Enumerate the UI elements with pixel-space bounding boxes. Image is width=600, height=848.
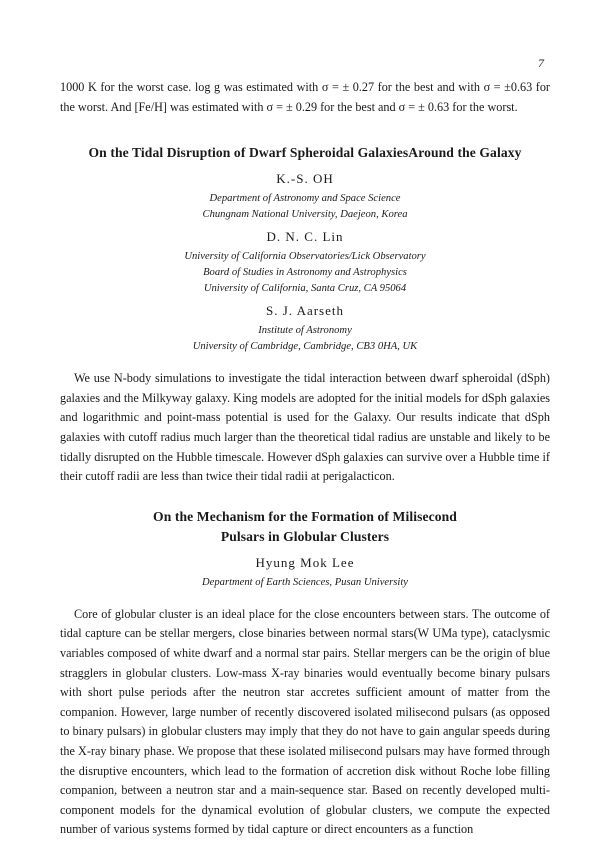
author-affiliation: University of California Observatories/Lick Observatory [184, 251, 426, 263]
paper-title-line: On the Mechanism for the Formation of Milisecond [153, 508, 457, 524]
author-affiliation: University of Cambridge, Cambridge, CB3 0HA, UK [192, 341, 418, 353]
intro-paragraph: 1000 K for the worst case. log g was estimated with σ = ± 0.27 for the best and with σ = ±0.63 for the worst. And [Fe/H] was estimated with σ = ± 0.29 for the best and σ = ± 0.63 for the worst. [60, 80, 550, 114]
abstract-paragraph: We use N-body simulations to investigate the tidal interaction between dwarf spheroidal (dSph) galaxies and the Milkyway galaxy. King models are adopted for the initial models for dSph galaxies and logarithmic and point-mass potential is used for the Galaxy. Our results indicate that dSph galaxies with cutoff radius much larger than the theoretical tidal radius are unstable and likely to be tidally disrupted on the Hubble timescale. However dSph galaxies can survive over a Hubble time if their cutoff radii are less than twice their tidal radii at perigalacticon. [60, 371, 550, 484]
author-name: D. N. C. Lin [266, 229, 344, 245]
author-name: S. J. Aarseth [266, 303, 344, 319]
paper-milisecond-pulsars [60, 507, 550, 840]
page-number: 7 [538, 56, 544, 70]
author-name: Hyung Mok Lee [255, 554, 355, 570]
author-affiliation: Department of Astronomy and Space Science [209, 193, 401, 205]
paper-title-line: Pulsars in Globular Clusters [220, 528, 390, 544]
author-affiliation: Board of Studies in Astronomy and Astrophysics [203, 267, 407, 279]
author-affiliation: Chungnam National University, Daejeon, Korea [202, 209, 408, 221]
author-affiliation: Department of Earth Sciences, Pusan University [202, 576, 408, 588]
author-affiliation: Institute of Astronomy [258, 325, 352, 337]
page-content [60, 78, 550, 840]
author-affiliation: University of California, Santa Cruz, CA 95064 [203, 283, 407, 295]
paper-title [60, 507, 550, 547]
abstract-paragraph: Core of globular cluster is an ideal place for the close encounters between stars. The outcome of tidal capture can be stellar mergers, close binaries between normal stars(W UMa type), cataclysmic variables composed of white dwarf and a normal star pairs. Stellar mergers can be the origin of blue stragglers in globular clusters. Low-mass X-ray binaries would eventually become binary pulsars with short pulse periods after the neutron star accretes sufficient amount of matter from the companion. However, large number of recently discovered isolated milisecond pulsars (as opposed to binary pulsars) in globular clusters may imply that they do not have to gain angular speeds during the X-ray binary phase. We propose that these isolated milisecond pulsars may have formed through the disruptive encounters, which lead to the formation of accretion disk without Roche lobe filling companion, between a neutron star and a main-sequence star. Based on recently developed multi-component models for the dynamical evolution of globular clusters, we compute the expected number of various systems formed by tidal capture or direct encounters as a function [60, 606, 550, 837]
author-name: K.-S. OH [276, 171, 334, 187]
paper-tidal-disruption [60, 143, 550, 487]
paper-title: On the Tidal Disruption of Dwarf Spheroidal GalaxiesAround the Galaxy [88, 145, 522, 161]
